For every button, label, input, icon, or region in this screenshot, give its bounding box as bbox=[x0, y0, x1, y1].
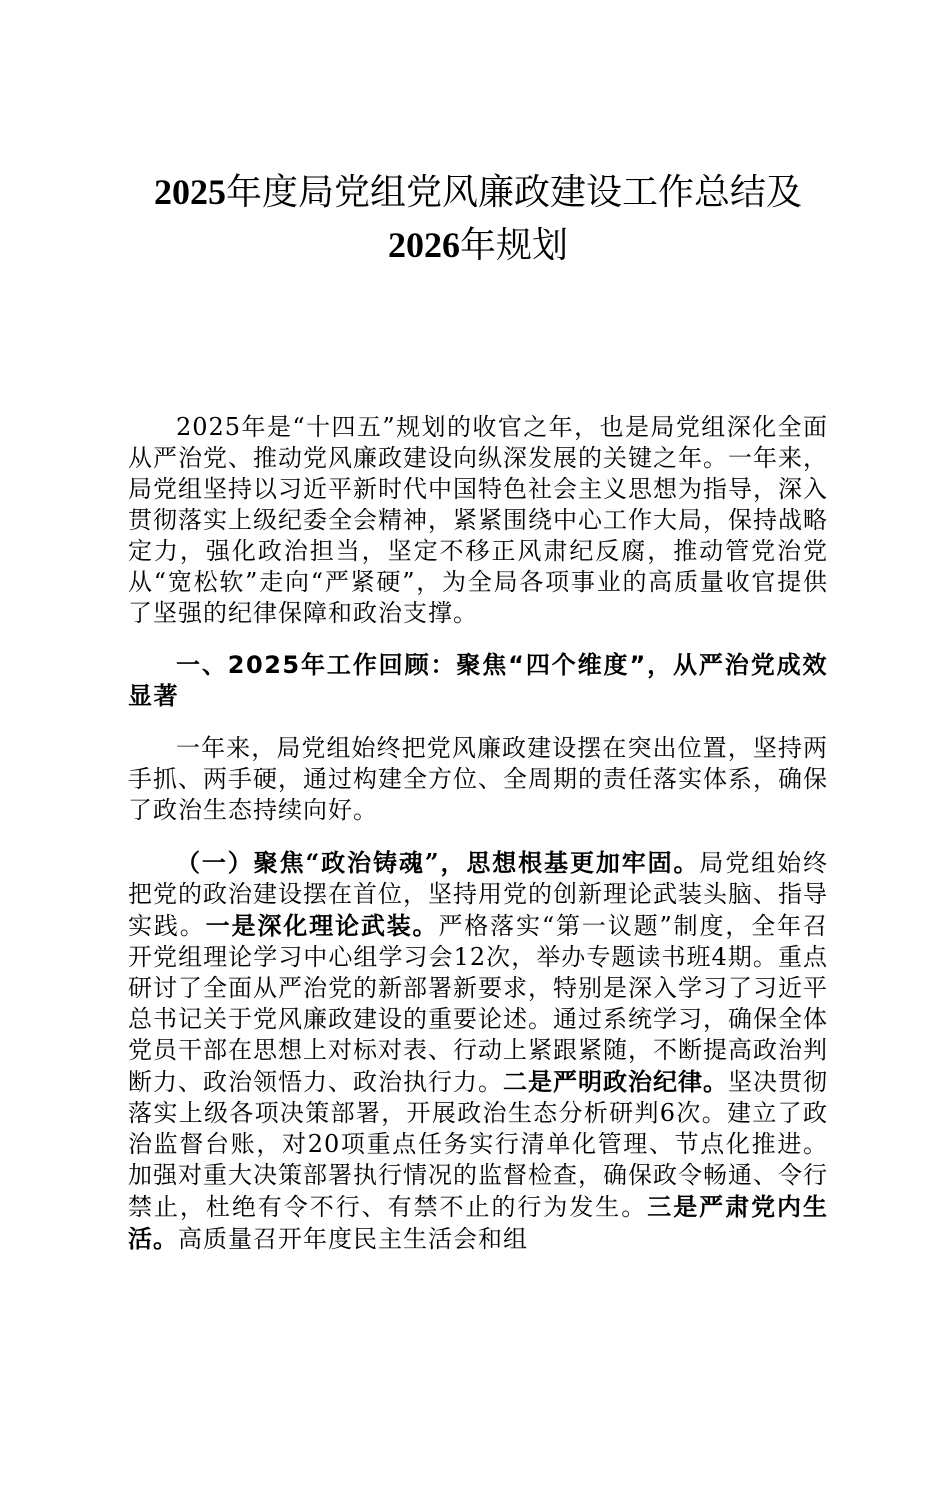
point-3-text: 高质量召开年度民主生活会和组 bbox=[178, 1225, 528, 1253]
subsection-1-heading: （一）聚焦“政治铸魂”，思想根基更加牢固。 bbox=[176, 848, 700, 877]
title-text-2: 年规划 bbox=[459, 225, 568, 266]
title-year-2025: 2025 bbox=[153, 172, 226, 212]
point-3-label: 三是严肃党内生活。 bbox=[128, 1192, 829, 1253]
section-1-intro: 一年来，局党组始终把党风廉政建设摆在突出位置，坚持两手抓、两手硬，通过构建全方位、全周期的责任落实体系，确保了政治生态持续向好。 bbox=[128, 734, 828, 824]
title-text-1: 年度局党组党风廉政建设工作总结及 bbox=[225, 172, 802, 213]
point-2-label: 二是严明政治纪律。 bbox=[503, 1067, 728, 1096]
intro-paragraph: 2025年是“十四五”规划的收官之年，也是局党组深化全面从严治党、推动党风廉政建设向纵深发展的关键之年。一年来，局党组坚持以习近平新时代中国特色社会主义思想为指导，深入贯彻落实上级纪委全会精神，紧紧围绕中心工作大局，保持战略定力，强化政治担当，坚定不移正风肃纪反腐，推动管党治党从“宽松软”走向“严紧硬”，为全局各项事业的高质量收官提供了坚强的纪律保障和政治支撑。 bbox=[128, 413, 828, 627]
title-line-1 bbox=[128, 166, 828, 219]
title-line-2 bbox=[128, 219, 828, 272]
section-1-heading: 一、2025年工作回顾：聚焦“四个维度”，从严治党成效显著 bbox=[128, 651, 828, 710]
point-1-text: 严格落实“第一议题”制度，全年召开党组理论学习中心组学习会12次，举办专题读书班4期。重点研讨了全面从严治党的新部署新要求，特别是深入学习了习近平总书记关于党风廉政建设的重要论述。通过系统学习，确保全体党员干部在思想上对标对表、行动上紧跟紧随，不断提高政治判断力、政治领悟力、政治执行力。 bbox=[128, 912, 829, 1096]
subsection-1-text: 局党组始终把党的政治建设摆在首位，坚持用党的创新理论武装头脑、指导实践。 bbox=[128, 849, 829, 940]
subsection-1-paragraph bbox=[128, 847, 828, 1255]
point-2-text: 坚决贯彻落实上级各项决策部署，开展政治生态分析研判6次。建立了政治监督台账，对20项重点任务实行清单化管理、节点化推进。加强对重大决策部署执行情况的监督检查，确保政令畅通、令行禁止，杜绝有令不行、有禁不止的行为发生。 bbox=[128, 1068, 828, 1221]
point-1-label: 一是深化理论武装。 bbox=[205, 911, 439, 940]
document-page bbox=[0, 166, 950, 1510]
title-year-2026: 2026 bbox=[387, 225, 460, 265]
document-title bbox=[128, 166, 828, 272]
document-body bbox=[128, 412, 828, 1255]
